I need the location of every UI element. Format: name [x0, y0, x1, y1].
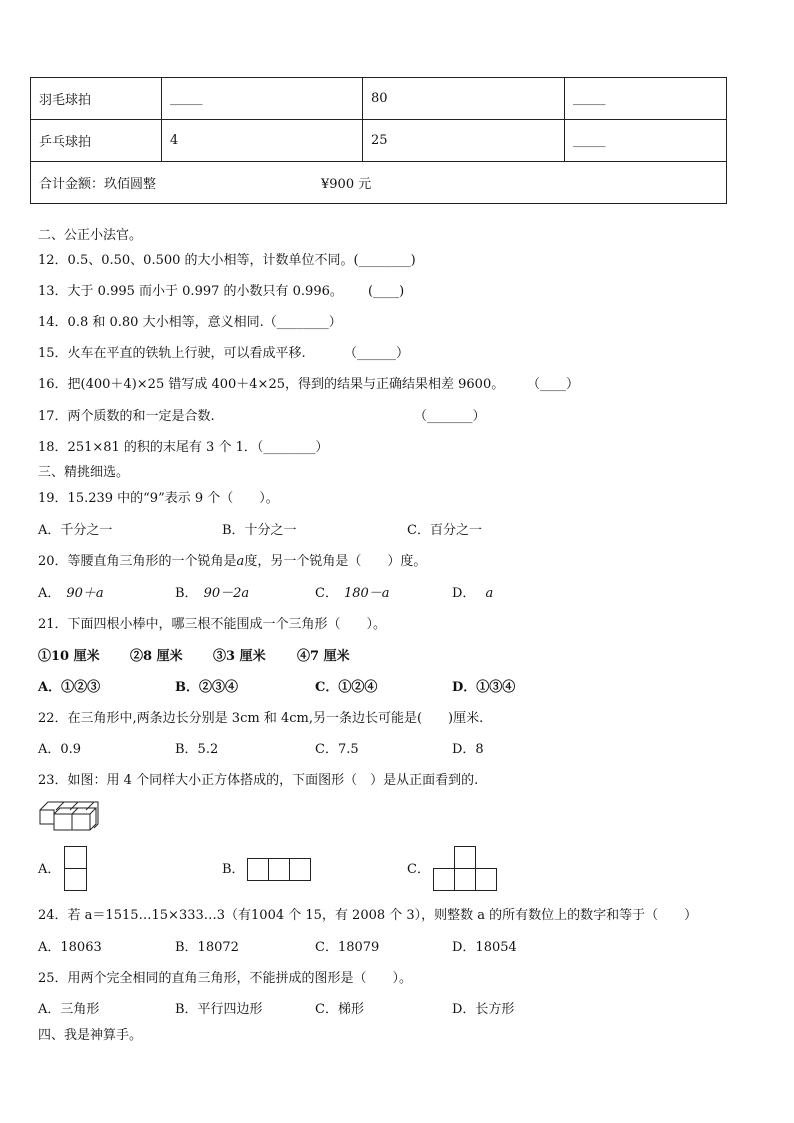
option-d: D．8 — [452, 742, 484, 757]
table-total-row — [31, 162, 727, 204]
stick-3: ③3 厘米 — [213, 649, 266, 664]
question-number: 15． — [38, 346, 68, 361]
question-text: 度，另一个锐角是（ ）度。 — [244, 554, 427, 569]
option-expression: a — [485, 586, 494, 601]
option-label: D． — [452, 586, 476, 601]
question-24: 24．若 a＝1515…15×333…3（有1004 个 15，有 2008 个 3），则整数 a 的所有数位上的数字和等于（ ） — [38, 908, 698, 923]
option-b: B．十分之一 — [222, 523, 297, 538]
option-d: D．18054 — [452, 940, 517, 955]
section-heading-4: 四、我是神算手。 — [38, 1028, 143, 1043]
question-text: 251×81 的积的末尾有 3 个 1．（________） — [67, 440, 329, 455]
table-cell-amount: _____ — [565, 78, 727, 120]
option-c: C．①②④ — [315, 680, 378, 695]
question-13 — [38, 284, 343, 300]
question-text: 把(400＋4)×25 错写成 400＋4×25，得到的结果与正确结果相差 9600。 — [67, 377, 505, 392]
question-text: 0.5、0.50、0.500 的大小相等，计数单位不同。(________) — [67, 253, 416, 268]
total-label: 合计金额：玖佰圆整 — [39, 177, 157, 192]
question-number: 18． — [38, 440, 68, 455]
question-15 — [38, 346, 306, 362]
table-cell-qty: 4 — [162, 120, 363, 162]
stick-2: ②8 厘米 — [130, 649, 183, 664]
option-expression: 90－2a — [203, 586, 250, 601]
table-cell-price: 80 — [363, 78, 565, 120]
question-text: 0.8 和 0.80 大小相等，意义相同.（________） — [67, 315, 342, 330]
question-number: 16． — [38, 377, 68, 392]
option-expression: 180－a — [343, 586, 390, 601]
total-value: ¥900 元 — [321, 177, 372, 192]
variable-a: a — [236, 554, 245, 569]
view-figure-a — [64, 846, 88, 892]
answer-paren-13: (____) — [368, 284, 405, 299]
table-cell-price: 25 — [363, 120, 565, 162]
option-c: C．百分之一 — [407, 523, 482, 538]
option-c: C．7.5 — [315, 742, 359, 757]
option-c — [315, 586, 390, 602]
cube-stack-figure — [38, 800, 100, 834]
option-b — [175, 586, 249, 602]
question-number: 14． — [38, 315, 68, 330]
view-figure-c — [433, 846, 499, 892]
question-16 — [38, 377, 504, 393]
option-b: B．5.2 — [175, 742, 219, 757]
option-a: A．18063 — [38, 940, 102, 955]
question-23: 23．如图：用 4 个同样大小正方体搭成的，下面图形（ ）是从正面看到的. — [38, 773, 479, 788]
question-number: 13． — [38, 284, 68, 299]
stick-1: ①10 厘米 — [38, 649, 100, 664]
option-d: D．长方形 — [452, 1002, 515, 1017]
table-row — [31, 78, 727, 120]
question-number: 12． — [38, 253, 68, 268]
option-a: A．千分之一 — [38, 523, 113, 538]
question-14 — [38, 315, 342, 331]
question-17 — [38, 409, 215, 425]
option-a: A．①②③ — [38, 680, 101, 695]
question-text: 火车在平直的铁轨上行驶，可以看成平移. — [67, 346, 306, 361]
answer-paren-15: （______） — [344, 346, 410, 361]
question-text: 20．等腰直角三角形的一个锐角是 — [38, 554, 237, 569]
question-20 — [38, 554, 426, 570]
option-expression: 90＋a — [66, 586, 104, 601]
option-b: B．平行四边形 — [175, 1002, 263, 1017]
option-c: C． — [407, 862, 430, 877]
question-25: 25．用两个完全相同的直角三角形，不能拼成的图形是（ ）。 — [38, 971, 413, 986]
option-b: B．18072 — [175, 940, 239, 955]
question-19: 19．15.239 中的“9”表示 9 个（ ）。 — [38, 491, 279, 506]
question-18 — [38, 440, 328, 456]
question-22: 22．在三角形中,两条边长分别是 3cm 和 4cm,另一条边长可能是( )厘米. — [38, 711, 484, 726]
option-c: C．18079 — [315, 940, 380, 955]
option-a: A． — [38, 862, 61, 877]
table-cell-qty: _____ — [162, 78, 363, 120]
question-12 — [38, 253, 416, 269]
question-number: 17． — [38, 409, 68, 424]
table-cell-item: 乒乓球拍 — [31, 120, 162, 162]
question-text: 两个质数的和一定是合数. — [67, 409, 215, 424]
option-label: A． — [38, 586, 61, 601]
section-heading-2: 二、公正小法官。 — [38, 228, 143, 243]
section-heading-3: 三、精挑细选。 — [38, 465, 130, 480]
option-d: D．①③④ — [452, 680, 516, 695]
option-a: A．0.9 — [38, 742, 82, 757]
table-cell-item: 羽毛球拍 — [31, 78, 162, 120]
option-c: C．梯形 — [315, 1002, 364, 1017]
view-figure-b — [247, 858, 313, 882]
table-row — [31, 120, 727, 162]
option-b: B． — [222, 862, 245, 877]
option-d — [452, 586, 493, 602]
option-label: B． — [175, 586, 198, 601]
answer-paren-17: （_______） — [414, 409, 486, 424]
answer-paren-16: （____） — [527, 377, 580, 392]
option-a — [38, 586, 104, 602]
question-text: 大于 0.995 而小于 0.997 的小数只有 0.996。 — [67, 284, 343, 299]
option-a: A．三角形 — [38, 1002, 100, 1017]
option-b: B．②③④ — [175, 680, 238, 695]
table-cell-amount: _____ — [565, 120, 727, 162]
table-total-cell — [31, 162, 727, 204]
price-table — [30, 77, 727, 204]
option-label: C． — [315, 586, 338, 601]
question-21: 21．下面四根小棒中，哪三根不能围成一个三角形（ ）。 — [38, 617, 387, 632]
stick-4: ④7 厘米 — [297, 649, 350, 664]
